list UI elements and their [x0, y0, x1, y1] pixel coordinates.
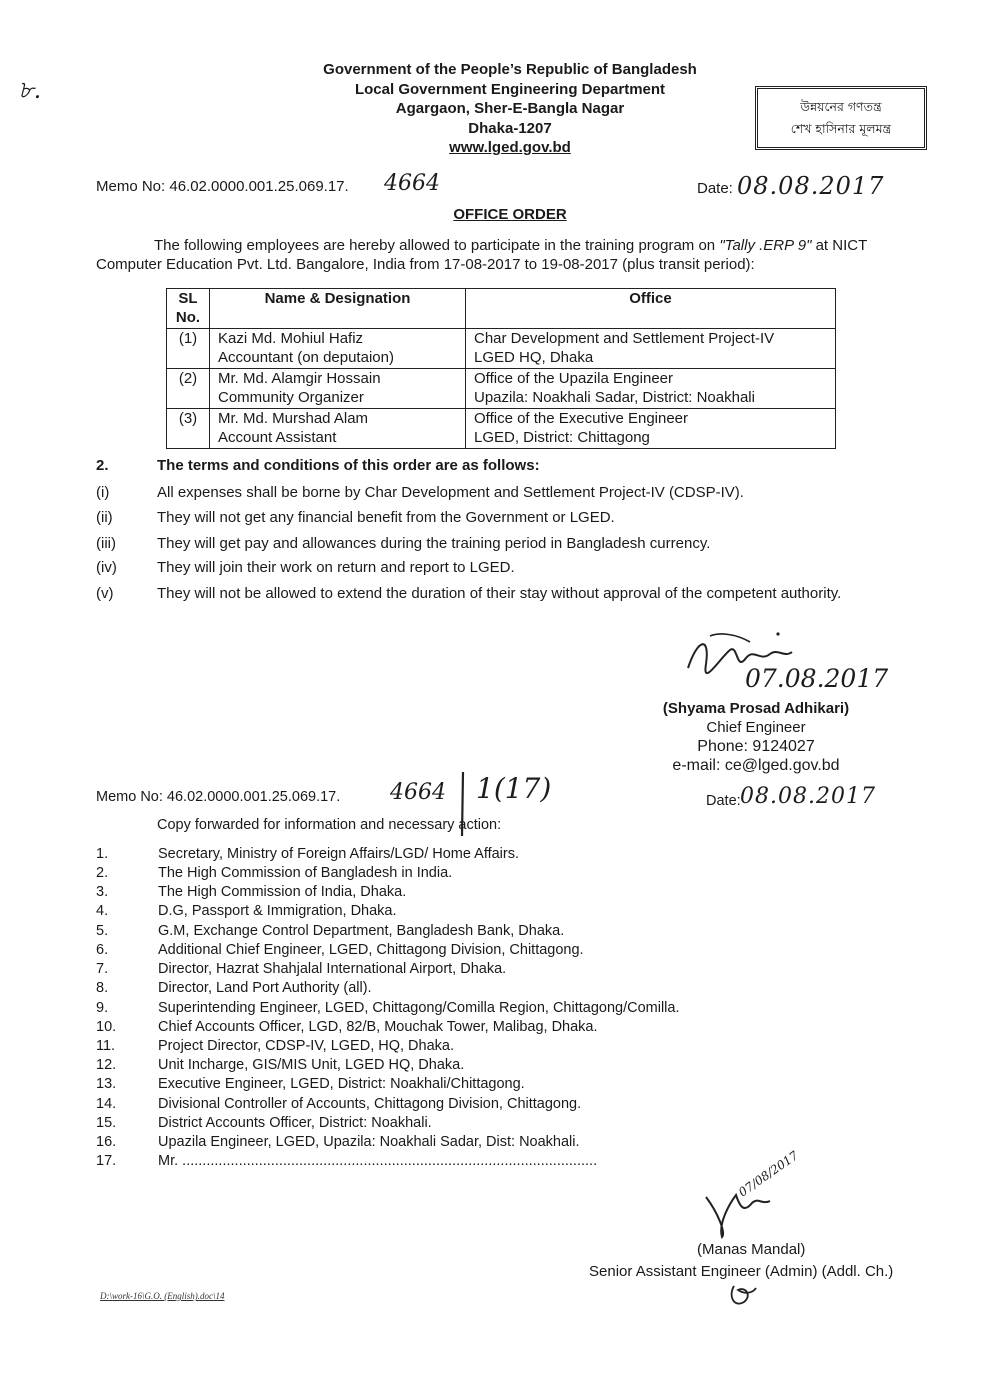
list-item-number: 10.	[96, 1019, 117, 1035]
page-title: OFFICE ORDER	[453, 206, 567, 223]
list-item-number: 16.	[96, 1134, 117, 1150]
signature-date-1: 07.08.2017	[745, 664, 889, 693]
conditions-heading: The terms and conditions of this order are as follows:	[157, 457, 540, 474]
employee-designation: Accountant (on deputaion)	[218, 348, 394, 366]
margin-mark: ৮.	[18, 76, 42, 104]
employee-name: Mr. Md. Murshad Alam	[218, 410, 369, 427]
list-item-number: 6.	[96, 942, 109, 958]
list-item-text: D.G, Passport & Immigration, Dhaka.	[158, 903, 397, 919]
row-office	[466, 329, 836, 369]
list-item-number: 15.	[96, 1115, 117, 1131]
row-name-designation	[210, 369, 466, 409]
slogan-box	[755, 86, 927, 150]
memo-date-handwritten: 08.08.2017	[737, 172, 885, 200]
list-item-text: The High Commission of Bangladesh in India.	[158, 865, 453, 881]
intro-part-1: The following employees are hereby allowed to participate in the training program on	[154, 237, 720, 254]
employee-designation: Account Assistant	[218, 428, 337, 446]
list-item-text: Mr. .......................................................................................................	[158, 1153, 598, 1169]
table-row	[167, 409, 836, 449]
city-line: Dhaka-1207	[468, 119, 552, 137]
govt-name: Government of the People’s Republic of Bangladesh	[323, 61, 697, 78]
list-item-number: 7.	[96, 961, 109, 977]
intro-paragraph	[96, 236, 936, 274]
condition-number: (iii)	[96, 535, 116, 552]
condition-text: They will not be allowed to extend the duration of their stay without approval of the competent authority.	[157, 585, 842, 602]
list-item-number: 13.	[96, 1076, 117, 1092]
memo2-date-handwritten: 08.08.2017	[740, 784, 876, 809]
column-header-sl: SL No.	[167, 289, 210, 329]
list-item-number: 3.	[96, 884, 109, 900]
file-path-footer: D:\work-16\G.O. (English).doc\14	[100, 1291, 225, 1301]
list-item-text: Additional Chief Engineer, LGED, Chittagong Division, Chittagong.	[158, 942, 584, 958]
table-header-row	[167, 289, 836, 329]
list-item-text: Director, Hazrat Shahjalal International Airport, Dhaka.	[158, 961, 507, 977]
row-sl: (1)	[167, 329, 210, 369]
signatory-designation: Chief Engineer	[706, 719, 806, 736]
list-item-number: 11.	[96, 1038, 116, 1054]
condition-number: (iv)	[96, 559, 117, 576]
row-name-designation	[210, 329, 466, 369]
table-row	[167, 369, 836, 409]
list-item-number: 2.	[96, 865, 109, 881]
employee-table	[166, 288, 836, 449]
memo-date-label: Date:	[697, 180, 733, 197]
list-item-text: G.M, Exchange Control Department, Bangladesh Bank, Dhaka.	[158, 923, 565, 939]
list-item-text: Executive Engineer, LGED, District: Noakhali/Chittagong.	[158, 1076, 525, 1092]
memo2-date-label: Date:	[706, 793, 741, 809]
employee-name: Kazi Md. Mohiul Hafiz	[218, 330, 364, 347]
memo-number-handwritten: 4664	[384, 171, 440, 196]
office-line-2: Upazila: Noakhali Sadar, District: Noakhali	[474, 388, 755, 406]
list-item-text: District Accounts Officer, District: Noakhali.	[158, 1115, 432, 1131]
condition-text: All expenses shall be borne by Char Development and Settlement Project-IV (CDSP-IV).	[157, 484, 744, 501]
list-item-number: 12.	[96, 1057, 117, 1073]
list-item-number: 8.	[96, 980, 109, 996]
table-row	[167, 329, 836, 369]
row-name-designation	[210, 409, 466, 449]
signatory-phone: Phone: 9124027	[697, 738, 815, 755]
office-line-1: Office of the Executive Engineer	[474, 410, 689, 427]
list-item-text: The High Commission of India, Dhaka.	[158, 884, 407, 900]
employee-name: Mr. Md. Alamgir Hossain	[218, 370, 381, 387]
condition-number: (v)	[96, 585, 114, 602]
program-name: "Tally .ERP 9"	[719, 237, 812, 254]
address-line: Agargaon, Sher-E-Bangla Nagar	[395, 100, 625, 117]
row-sl: (3)	[167, 409, 210, 449]
list-item-text: Secretary, Ministry of Foreign Affairs/LGD/ Home Affairs.	[158, 846, 520, 862]
memo2-number-handwritten: 4664	[390, 780, 446, 805]
office-line-2: LGED, District: Chittagong	[474, 428, 650, 446]
office-line-2: LGED HQ, Dhaka	[474, 348, 594, 366]
conditions-number: 2.	[96, 457, 109, 474]
column-header-office: Office	[466, 289, 836, 329]
list-item-number: 1.	[96, 846, 109, 862]
office-line-1: Char Development and Settlement Project-IV	[474, 330, 775, 347]
condition-text: They will not get any financial benefit from the Government or LGED.	[157, 509, 615, 526]
slogan-line-2: শেখ হাসিনার মূলমন্ত্র	[790, 121, 892, 136]
condition-text: They will get pay and allowances during the training period in Bangladesh currency.	[157, 535, 711, 552]
list-item-text: Divisional Controller of Accounts, Chittagong Division, Chittagong.	[158, 1096, 582, 1112]
letterhead	[250, 60, 770, 158]
copy-forwarded-intro: Copy forwarded for information and necessary action:	[157, 817, 502, 833]
memo2-number-label: Memo No: 46.02.0000.001.25.069.17.	[96, 789, 341, 805]
list-item-text: Director, Land Port Authority (all).	[158, 980, 372, 996]
list-item-number: 14.	[96, 1096, 117, 1112]
signatory2-name: (Manas Mandal)	[697, 1241, 806, 1258]
signatory2-designation: Senior Assistant Engineer (Admin) (Addl. Ch.)	[589, 1263, 894, 1280]
condition-number: (i)	[96, 484, 110, 501]
list-item-text: Project Director, CDSP-IV, LGED, HQ, Dhaka.	[158, 1038, 455, 1054]
row-office	[466, 409, 836, 449]
department-name: Local Government Engineering Department	[354, 80, 666, 98]
list-item-number: 17.	[96, 1153, 117, 1169]
signature-date-2: 07/08/2017	[736, 1148, 801, 1200]
list-item-number: 5.	[96, 923, 109, 939]
employee-designation: Community Organizer	[218, 388, 364, 406]
slogan-line-1: উন্নয়নের গণতন্ত্র	[800, 99, 882, 114]
office-line-1: Office of the Upazila Engineer	[474, 370, 674, 387]
initial-mark	[724, 1280, 764, 1310]
condition-text: They will join their work on return and report to LGED.	[157, 559, 515, 576]
signatory-chief-engineer	[630, 699, 882, 775]
list-item-text: Chief Accounts Officer, LGD, 82/B, Mouchak Tower, Malibag, Dhaka.	[158, 1019, 598, 1035]
memo2-copy-count-handwritten: 1(17)	[476, 772, 552, 805]
row-office	[466, 369, 836, 409]
row-sl: (2)	[167, 369, 210, 409]
list-item-text: Upazila Engineer, LGED, Upazila: Noakhali Sadar, Dist: Noakhali.	[158, 1134, 580, 1150]
intro-part-2: at NICT Computer Education Pvt. Ltd. Bangalore, India from 17-08-2017 to 19-08-2017 (plus transit period):	[96, 237, 867, 273]
list-item-number: 4.	[96, 903, 109, 919]
memo-number-label: Memo No: 46.02.0000.001.25.069.17.	[96, 178, 349, 195]
condition-number: (ii)	[96, 509, 113, 526]
column-header-name: Name & Designation	[210, 289, 466, 329]
list-item-text: Superintending Engineer, LGED, Chittagong/Comilla Region, Chittagong/Comilla.	[158, 1000, 680, 1016]
list-item-number: 9.	[96, 1000, 109, 1016]
signatory-name: (Shyama Prosad Adhikari)	[662, 700, 850, 717]
website-link[interactable]: www.lged.gov.bd	[449, 139, 571, 156]
signatory-email: e-mail: ce@lged.gov.bd	[672, 757, 840, 774]
list-item-text: Unit Incharge, GIS/MIS Unit, LGED HQ, Dhaka.	[158, 1057, 465, 1073]
